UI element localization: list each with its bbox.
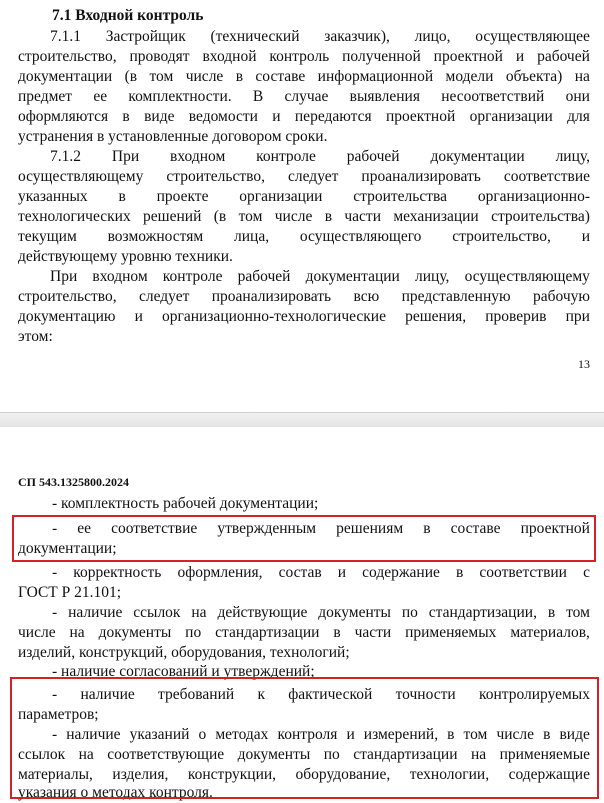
list-item: - наличие указаний о методах контроля и измерений, в том числе в виде bbox=[52, 726, 590, 743]
list-item: параметров; bbox=[18, 706, 99, 723]
text-line: технологических решений (в том числе в части механизации строительства) bbox=[18, 208, 590, 225]
list-item: ссылок на соответствующие документы по стандартизации на применяемые bbox=[18, 746, 590, 763]
list-item: ГОСТ Р 21.101; bbox=[18, 584, 122, 601]
document-id: СП 543.1325800.2024 bbox=[18, 475, 129, 489]
list-item: - наличие согласований и утверждений; bbox=[52, 663, 315, 680]
text-line: документации (в том числе в составе информационной модели объекта) на bbox=[18, 68, 590, 85]
text-line: При входном контроле рабочей документации лицу, осуществляющему bbox=[50, 268, 590, 285]
text-line: текущим возможностям лица, осуществляющего строительство, и bbox=[18, 228, 590, 245]
list-item: указания о методах контроля. bbox=[18, 784, 213, 801]
list-item: документации; bbox=[18, 540, 117, 557]
text-line: оформляются в виде ведомости и передаются проектной организации для bbox=[18, 108, 590, 125]
text-line: документацию и организационно-технологические решения, проверив при bbox=[18, 308, 590, 325]
list-item: - наличие требований к фактической точности контролируемых bbox=[52, 686, 590, 703]
text-line: этом: bbox=[18, 328, 53, 345]
text-line: 7.1.1 Застройщик (технический заказчик), лицо, осуществляющее bbox=[50, 28, 590, 45]
text-line: строительство, проводят входной контроль полученной проектной и рабочей bbox=[18, 48, 590, 65]
list-item: - комплектность рабочей документации; bbox=[52, 495, 319, 512]
list-item: материалы, изделия, конструкции, оборудование, технологии, содержащие bbox=[18, 766, 590, 783]
text-line: строительство, следует проанализировать всю представленную рабочую bbox=[18, 288, 590, 305]
text-line: 7.1.2 При входном контроле рабочей документации лицу, bbox=[50, 148, 590, 165]
text-line: устранения в установленные договором сроки. bbox=[18, 128, 328, 145]
section-heading: 7.1 Входной контроль bbox=[52, 7, 204, 24]
page-number: 13 bbox=[578, 357, 590, 371]
list-item: - корректность оформления, состав и содержание в соответствии с bbox=[52, 564, 590, 581]
page-separator bbox=[0, 412, 604, 428]
highlight-box bbox=[12, 515, 596, 562]
list-item: изделий, конструкций, оборудования, технологий; bbox=[18, 644, 350, 661]
list-item: - ее соответствие утвержденным решениям в составе проектной bbox=[52, 520, 590, 537]
text-line: действующему уровню техники. bbox=[18, 248, 233, 265]
text-line: осуществляющему строительство, следует проанализировать соответствие bbox=[18, 168, 590, 185]
highlight-box bbox=[10, 677, 599, 799]
text-line: предмет ее комплектности. В случае выявления несоответствий они bbox=[18, 88, 590, 105]
list-item: числе на документы по стандартизации в части применяемых материалов, bbox=[18, 624, 590, 641]
list-item: - наличие ссылок на действующие документы по стандартизации, в том bbox=[52, 604, 590, 621]
text-line: указанных в проекте организации строительства организационно- bbox=[18, 188, 590, 205]
